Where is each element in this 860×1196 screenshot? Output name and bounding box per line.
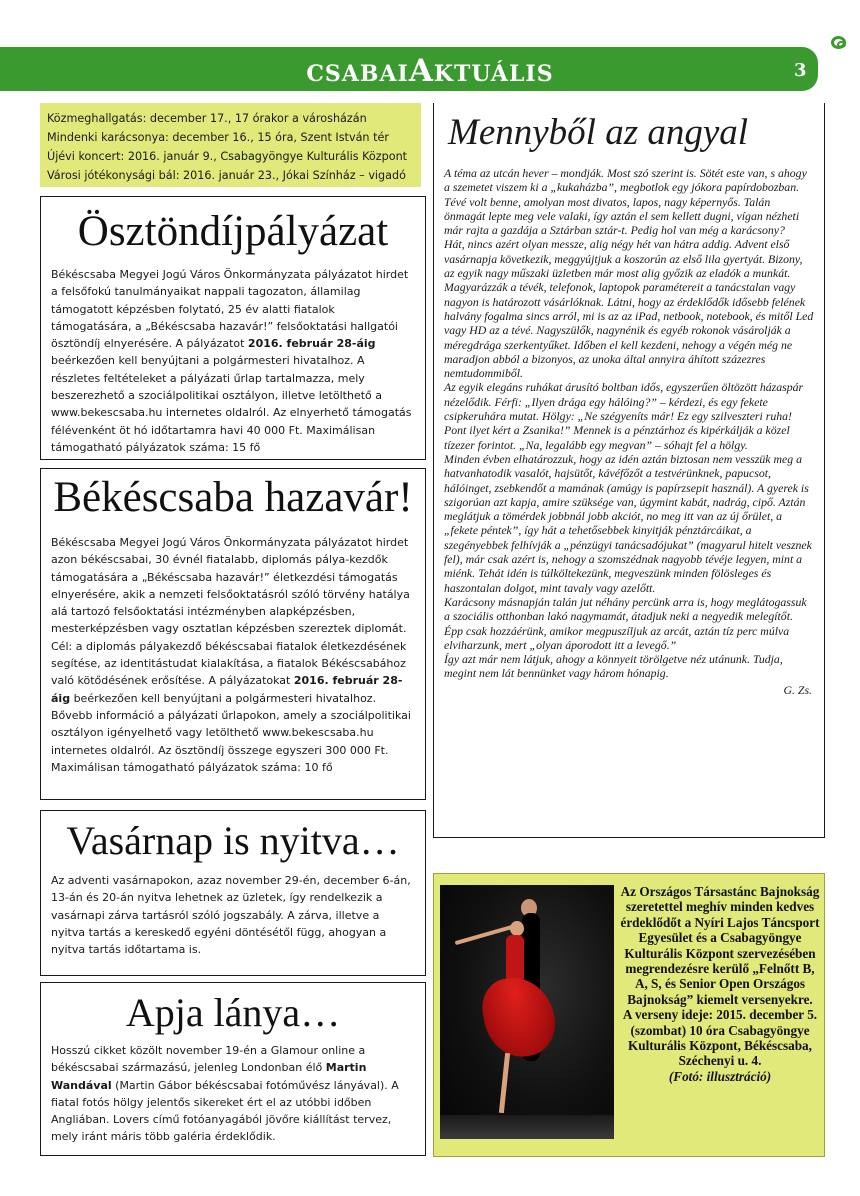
hazavar-deadline: 2016. február 28-áig [51,674,403,705]
promo-time-place: (szombat) 10 óra Csabagyöngye Kulturális Központ, Békéscsaba, Széchenyi u. 4. [628,1022,812,1069]
masthead-title [0,53,860,89]
scholarship-body [51,266,415,456]
event-item: Újévi koncert: 2016. január 9., Csabagyöngye Kulturális Központ [47,150,408,163]
events-list [40,103,421,187]
article-paragraph: Minden évben elhatározzuk, hogy az idén aztán biztosan nem vesszük meg a hatvanhatodik vasalót, hajsütőt, kávéfőzőt a testvérünknek, papucsot, hálóinget, zsebkendőt a mamának (amúgy is papírzsepit használ). A gyerek is szigorúan azt kapja, amire szüksége van, úgymint kabát, nadrág, cipő. Aztán meglátjuk a tömérdek jobbnál jobb akciót, no meg itt van az új őrület, a „fekete péntek”, így hát a tehetősebbek kinyitják pénztárcáikat, a szegényebbek felhívják a „pénzügyi tanácsadójukat” (magyarul hitelt vesznek fel), már csak azért is, nehogy a szomszédnak nagyobb tévéje legyen, mint a miénk. Tehát idén is túlköltekezünk, megveszünk minden fölösleges és haszontalan dolgot, mint tavaly vagy azelőtt. [444,451,812,595]
article-paragraph: Hát, nincs azért olyan messze, alig négy hét van hátra addig. Advent első vasárnapja következik, meggyújtjuk a koszorún az első lila gyertyát. Bizony, az egyik nagy műszaki üzletben már most alig győzik az eladók a munkát. Magyarázzák a tévék, telefonok, laptopok paramétereit a tanácstalan vagy nagyon is határozott vásárlóknak. Látni, hogy az érdeklődők idősebb felének halvány fogalma sincs arról, mi is az az iPad, netbook, notebook, és mitől Led vagy HD az a tévé. Nagyszülők, nagynénik és egyéb rokonok vásárolják a méregdrága szerkentyűket. Időben el kell kezdeni, nehogy a végén még ne maradjon abból a bizonyos, az unoka által annyira áhított százezres nemtudommiből. [444,237,814,381]
scholarship-text-2: beérkezően kell benyújtani a polgármesteri hivatalhoz. A részletes feltételeket a pályázati űrlap tartalmazza, mely beszerezhető a szociálpolitikai osztályon, illetve letölthető a www.bekescsaba.hu internetes oldalról. Az elnyerhető támogatás félévenként öt hó időtartamra havi 40 000 Ft. Maximálisan támogatható pályázatok száma: 15 fő [51,354,412,454]
article-paragraph: A téma az utcán hever – mondják. Most szó szerint is. Sötét este van, s ahogy a szemetet viszem ki a „kukaházba”, megbotlok egy jókora papírdobozban. Tévé volt benne, amolyan most divatos, lapos, nagy képernyős. Talán önmagát lepte meg vele valaki, így aztán el sem kellett dugni, vígan nézheti már rajta a gazdája a Sztárban sztár-t. Pedig hol van még a karácsony? [444,166,807,238]
daughter-text-2: (Martin Gábor békéscsabai fotóművész lányával). A fiatal fotós hölgy jelentős sikereket ért el az utóbbi időben Angliában. Lovers című fotóanyagából jövőre kiállítást tervez, mely iránt máris több galéria érdeklődik. [51,1078,399,1144]
event-item: Közmeghallgatás: december 17., 17 órakor a városházán [47,112,367,125]
hazavar-text-2: beérkezően kell benyújtani a polgármesteri hivatalhoz. Bővebb információ a pályázati űrlapokon, amely a szociálpolitikai osztályon igényelhető vagy letölthető www.bekescsaba.hu internetes oldalról. Az ösztöndíj összege egyszeri 300 000 Ft. Maximálisan támogatható pályázatok száma: 10 fő [51,691,411,774]
event-item: Mindenki karácsonya: december 16., 15 óra, Szent István tér [47,131,389,144]
swirl-logo-icon [831,36,846,49]
scholarship-box [40,196,426,460]
promo-date-label: A verseny ideje: [622,1007,717,1023]
scholarship-deadline: 2016. február 28-áig [247,337,376,351]
sunday-box [40,810,426,976]
daughter-body [51,1042,415,1146]
event-item: Városi jótékonysági bál: 2016. január 23., Jókai Színház – vigadó [47,169,406,182]
female-dancer-leg [499,1053,510,1113]
article-box [433,103,825,838]
dance-promo-box [433,873,825,1157]
article-paragraph: Az egyik elegáns ruhákat árusító boltban idős, egyszerűen öltözött házaspár nézelődik. Férfi: „Ilyen drága egy hálóing?” – kérdezi, és egy fekete csipkeruhára mutat. Hölgy: „Ne szégyeníts már! Ez egy szilveszteri ruha! Pont ilyet kért a Zsanika!” Mennek is a pénztárhoz és kipérkálják a közel tízezer forintot. „Na, legalább egy megvan” – sóhajt fel a hölgy. [444,380,804,452]
promo-invite: Az Országos Társastánc Bajnokság szeretettel meghív minden kedves érdeklődőt a Nyíri Lajos Táncsport Egyesület és a Csabagyöngye Kulturális Központ szervezésében megrendezésre kerülő „Felnőtt B, A, S, és Senior Open Országos Bajnokság” kiemelt versenyekre. [620,884,820,1007]
female-dancer-head [510,921,524,936]
sunday-title: Vasárnap is nyitva… [66,818,400,863]
promo-date: 2015. december 5. [716,1007,818,1023]
masthead-csabai: CSABAI [306,61,409,87]
female-dancer-skirt [478,972,561,1063]
article-paragraph: Így azt már nem látjuk, ahogy a könnyeit törölgetve néz utánunk. Tudja, megint nem lát bennünket vagy három hónapig. [444,652,783,681]
dancing-couple-photo [440,885,614,1139]
daughter-name: Martin Wandával [51,1061,367,1092]
hazavar-body [51,534,415,776]
photo-credit: (Fotó: illusztráció) [668,1068,772,1084]
stage-floor [440,1115,614,1139]
article-title: Mennyből az angyal [448,112,749,153]
daughter-title: Apja lánya… [125,990,341,1035]
article-signature: G. Zs. [783,682,812,697]
masthead-initial: A [408,53,434,89]
daughter-text-1: Hosszú cikket közölt november 19-én a Glamour online a békéscsabai származású, jelenleg Londonban élő [51,1044,366,1075]
promo-text [620,884,820,1084]
female-dancer-torso [506,935,524,983]
hazavar-text-1: Békéscsaba Megyei Jogú Város Önkormányzata pályázatot hirdet azon békéscsabai, 30 évnél fiatalabb, diplomás pálya-kezdők támogatására a „Békéscsaba hazavár!” életkezdési támogatás elnyerésére, akik a nemzeti felsőoktatásról szóló törvény hatálya alá tartozó felsőoktatási intézményben alapképzésben, mesterképzésben vagy osztatlan képzésben szereztek diplomát. Cél: a diplomás pályakezdő békéscsabai fiatalok életkezdésének segítése, az identitástudat kialakítása, a fiatalok Békéscsabához való kötődésének erősítése. A pályázatokat [51,536,410,688]
sunday-body: Az adventi vasárnapokon, azaz november 29-én, december 6-án, 13-án és 20-án nyitva lehetnek az üzletek, így rendelkezik a vasárnapi zárva tartásról szóló jogszabály. A zárva, illetve a nyitva tartás a kereskedő egyéni döntésétől függ, ahogyan a nyitva tartás időtartama is. [51,874,411,957]
scholarship-text-1: Békéscsaba Megyei Jogú Város Önkormányzata pályázatot hirdet a felsőfokú tanulmányaikat nappali tagozaton, államilag támogatott képzésben folytató, 25 év alatti fiatalok támogatására, a „Békéscsaba hazavár!” felsőoktatási hallgatói ösztöndíj elnyerésére. A pályázatot [51,268,409,351]
scholarship-title: Ösztöndíjpályázat [77,208,389,255]
article-paragraph: Karácsony másnapján talán jut néhány percünk arra is, hogy meglátogassuk a szociális otthonban lakó nagymamát, átadjuk neki a negyedik melegítőt. Épp csak hozzáérünk, amikor megpuszíljuk az arcát, aztán tíz perc múlva elviharzunk, mert „olyan áporodott itt a levegő.” [444,594,807,652]
page-number: 3 [794,60,807,81]
daughter-box [40,982,426,1156]
hazavar-title: Békéscsaba hazavár! [53,474,413,521]
female-dancer-arm [455,925,514,945]
hazavar-box [40,468,426,800]
masthead-rest: KTUÁLIS [433,61,554,87]
